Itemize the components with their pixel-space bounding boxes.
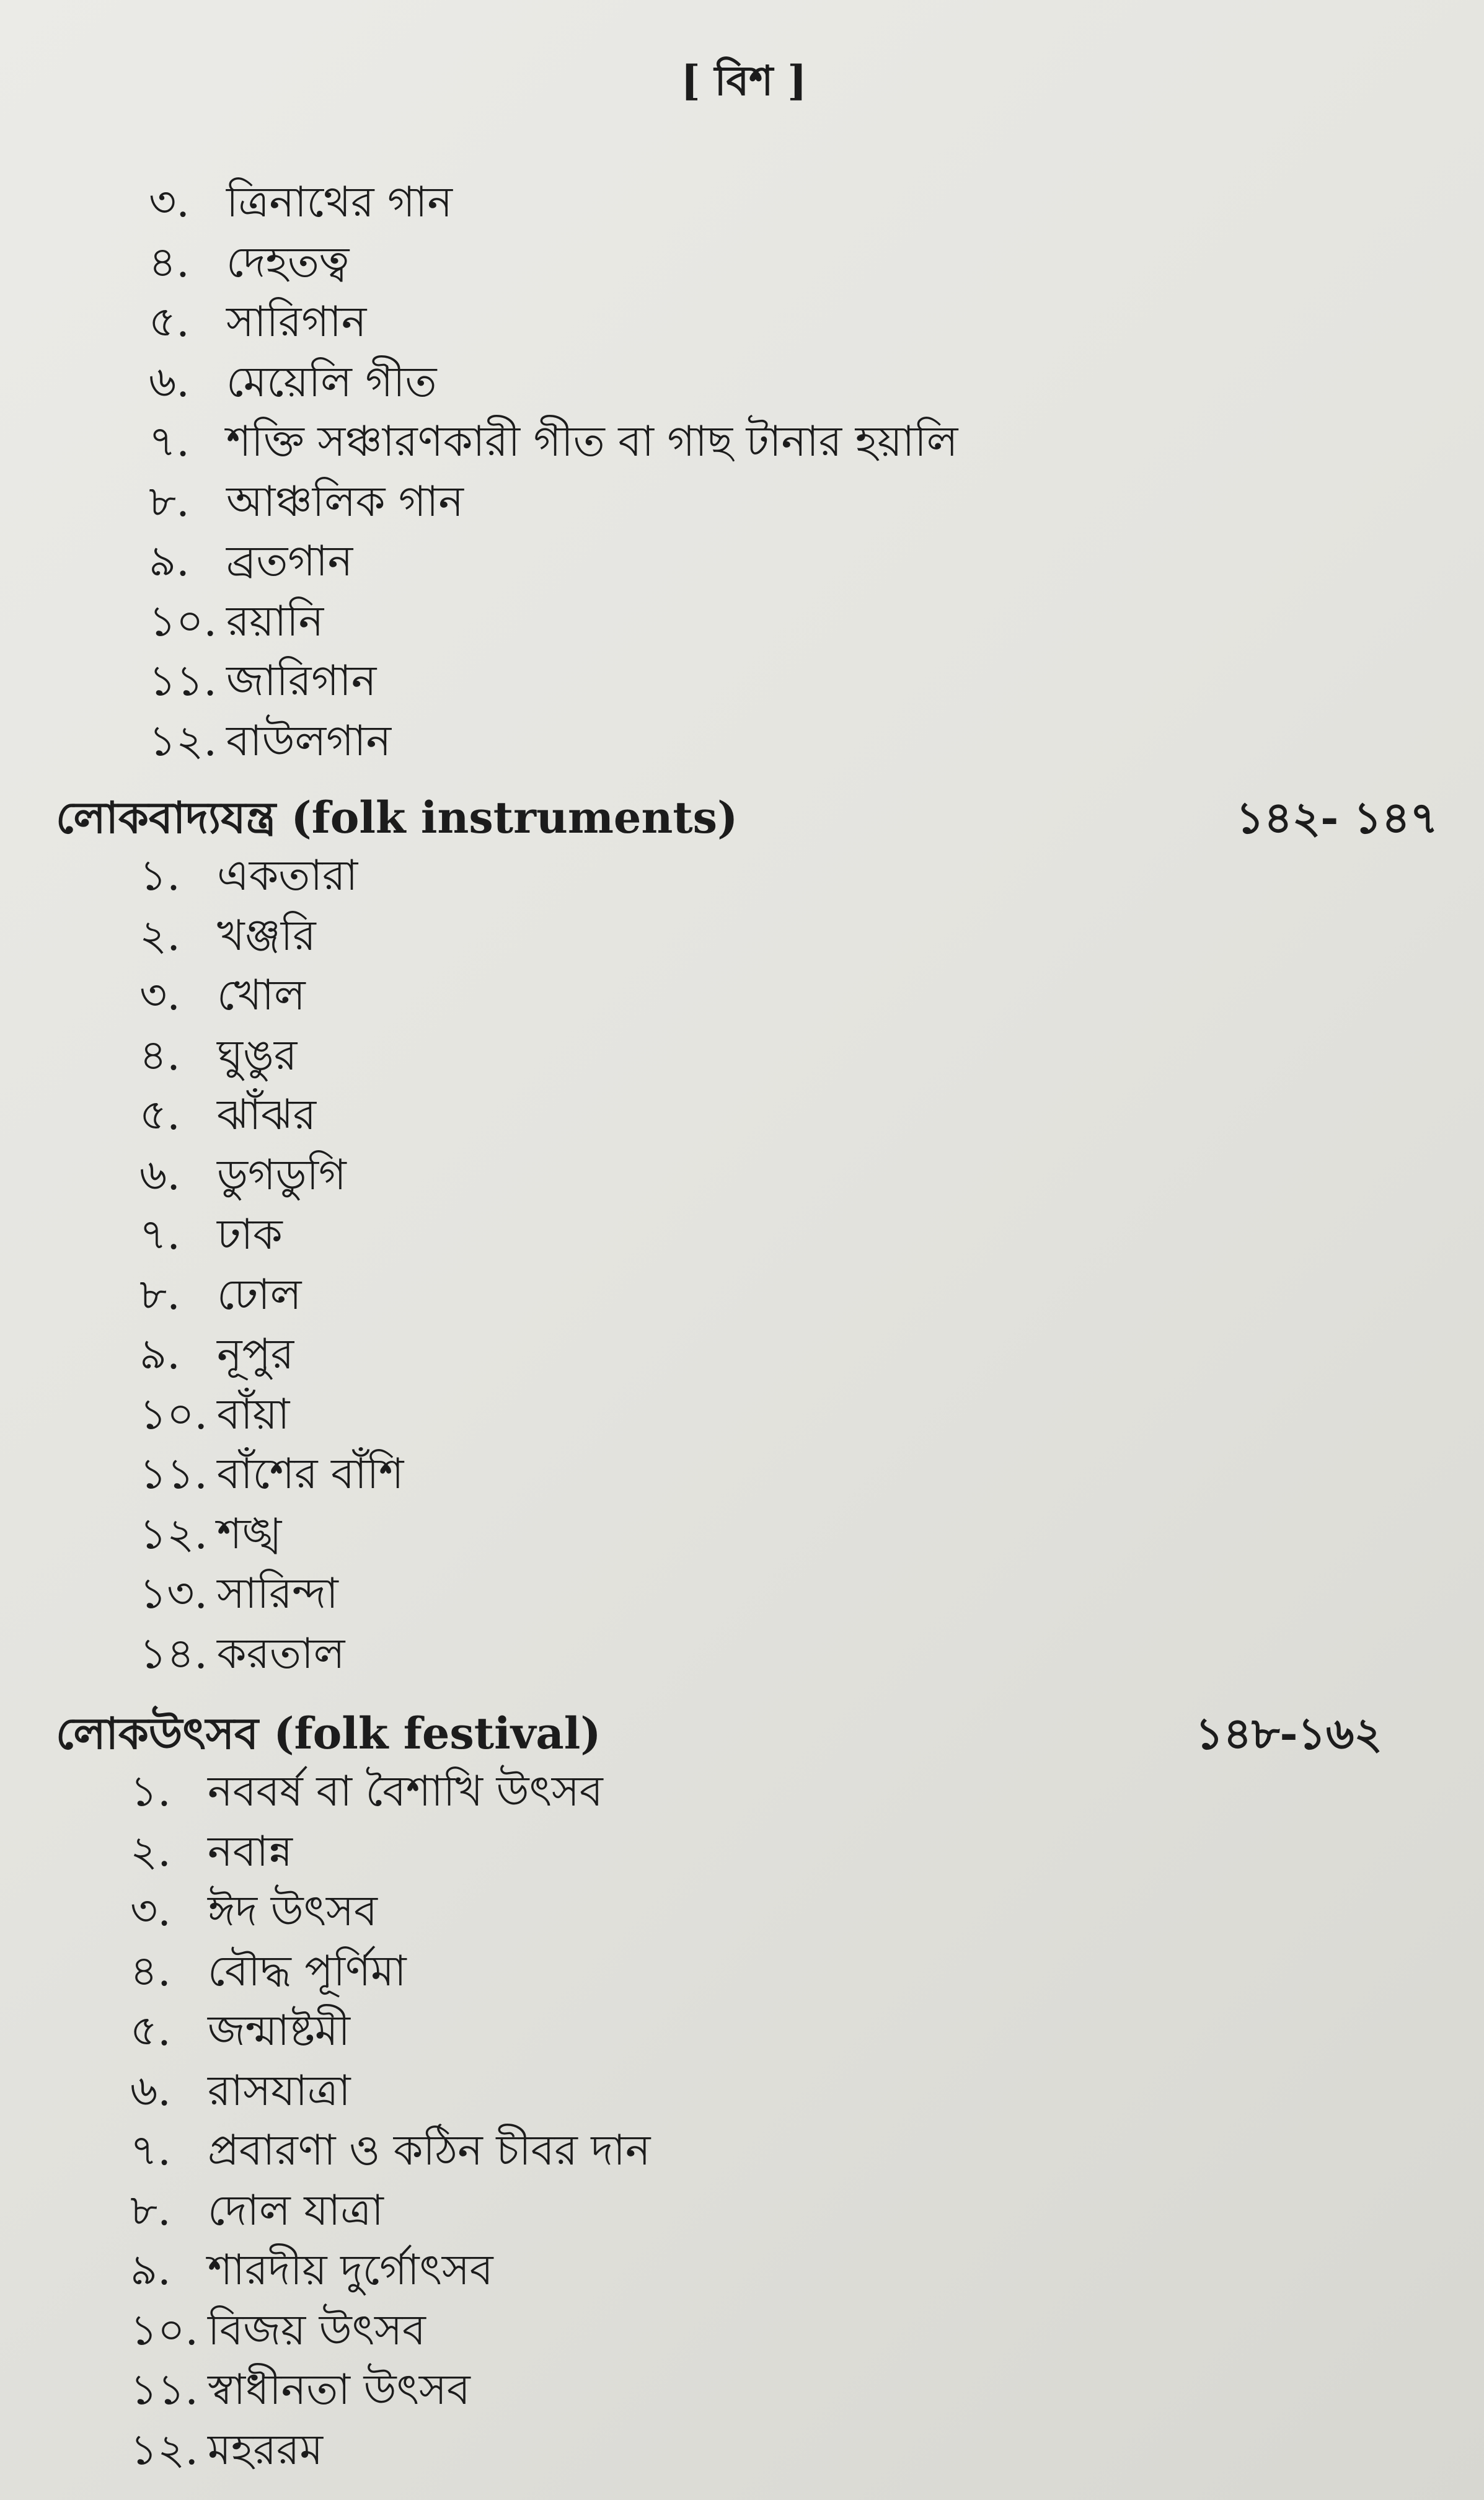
item-text: একতারা	[217, 851, 358, 901]
item-text: নূপুর	[217, 1330, 294, 1380]
item-number: ১১.	[149, 657, 217, 706]
list-item	[149, 534, 958, 594]
list-item	[130, 2422, 650, 2483]
list-item	[149, 594, 958, 654]
item-text: স্বাধীনতা উৎসব	[208, 2365, 470, 2415]
item-text: ঝাঁঝর	[217, 1091, 317, 1140]
list-item	[130, 2362, 650, 2422]
item-number: ১০.	[130, 2305, 198, 2355]
item-text: ঢোল	[217, 1270, 302, 1319]
list-item	[130, 2243, 650, 2303]
item-text: শঙ্খ	[217, 1509, 282, 1559]
item-text: ঢাক	[217, 1210, 283, 1260]
list-item	[139, 1028, 404, 1088]
item-text: বৌদ্ধ পূর্ণিমা	[208, 1946, 407, 1996]
list-item	[130, 1764, 650, 1824]
list-item	[130, 2063, 650, 2124]
item-text: করতাল	[217, 1629, 345, 1678]
list-item	[130, 2183, 650, 2243]
item-number: ৯.	[130, 2246, 171, 2295]
item-number: ১১.	[130, 2365, 198, 2415]
item-number: ১২.	[139, 1509, 208, 1559]
item-number: ৪.	[130, 1946, 171, 1996]
item-text: মেয়েলি গীত	[226, 357, 437, 407]
item-text: বিজয় উৎসব	[208, 2305, 426, 2355]
item-text: জারিগান	[226, 657, 377, 706]
list-item	[139, 1327, 404, 1387]
list-item	[130, 2123, 650, 2183]
list-item	[139, 968, 404, 1028]
list-item	[149, 175, 958, 235]
item-text: ঘুঙুর	[217, 1031, 298, 1080]
item-text: ঈদ উৎসব	[208, 1887, 378, 1936]
list-item	[139, 908, 404, 969]
item-number: ৪.	[139, 1031, 180, 1080]
list-item	[130, 1824, 650, 1884]
list-item	[149, 654, 958, 714]
section-heading-instruments	[56, 789, 1438, 851]
item-number: ১২.	[149, 716, 217, 766]
list-item	[130, 1884, 650, 1944]
list-item	[139, 1207, 404, 1267]
list-item	[149, 295, 958, 355]
item-text: নববর্ষ বা বৈশাখি উৎসব	[208, 1767, 603, 1817]
item-number: ৯.	[149, 537, 190, 587]
section-title: লোকবাদ্যযন্ত্র (folk instruments)	[56, 791, 738, 843]
section-title: লোকউৎসব (folk festival)	[56, 1707, 601, 1759]
item-number: ৭.	[149, 417, 190, 467]
item-text: জন্মাষ্টমী	[208, 2006, 350, 2056]
section-page-range: ১৪৮-১৬২	[1195, 1707, 1382, 1759]
item-number: ২.	[130, 1827, 171, 1876]
item-text: সারিন্দা	[217, 1569, 338, 1619]
list-item	[149, 714, 958, 774]
item-text: রাসযাত্রা	[208, 2066, 351, 2116]
list-item	[149, 355, 958, 415]
item-text: শারদীয় দুর্গোৎসব	[208, 2246, 493, 2295]
item-number: ৬.	[139, 1150, 180, 1200]
item-number: ৩.	[130, 1887, 171, 1936]
item-text: খোল	[217, 971, 306, 1021]
item-number: ১১.	[139, 1450, 208, 1499]
list-item	[139, 1626, 404, 1687]
item-number: ৩.	[139, 971, 180, 1021]
item-text: আঞ্চলিক গান	[226, 477, 464, 526]
item-number: ২.	[139, 911, 180, 960]
list-item	[149, 414, 958, 474]
item-text: নবান্ন	[208, 1827, 293, 1876]
item-number: ১০.	[139, 1390, 208, 1439]
list-item	[139, 1387, 404, 1447]
item-text: প্রবারণা ও কঠিন চীবর দান	[208, 2126, 651, 2176]
item-number: ৪.	[149, 237, 190, 287]
instruments-list	[139, 848, 404, 1686]
list-item	[130, 2303, 650, 2363]
festivals-list	[130, 1764, 650, 2482]
list-item	[139, 848, 404, 908]
item-text: দোল যাত্রা	[208, 2186, 384, 2235]
list-item	[139, 1267, 404, 1328]
list-item	[139, 1566, 404, 1626]
item-text: বাউলগান	[226, 716, 392, 766]
item-number: ৫.	[139, 1091, 180, 1140]
item-number: ৯.	[139, 1330, 180, 1380]
item-number: ১৪.	[139, 1629, 208, 1678]
list-item	[149, 474, 958, 534]
list-item	[130, 1944, 650, 2004]
section-page-range: ১৪২- ১৪৭	[1235, 791, 1438, 843]
list-item	[149, 235, 958, 295]
item-number: ১২.	[130, 2425, 198, 2475]
page-number-header: [ বিশ ]	[681, 56, 807, 105]
item-number: ৭.	[139, 1210, 180, 1260]
item-number: ১৩.	[139, 1569, 208, 1619]
item-text: ডুগডুগি	[217, 1150, 347, 1200]
item-number: ৮.	[149, 477, 190, 526]
item-text: শক্তি সঞ্চারণকারী গীত বা গাছ টানার হয়ালি	[226, 417, 958, 467]
item-number: ৩.	[149, 178, 190, 228]
item-text: বাঁশের বাঁশি	[217, 1450, 404, 1499]
item-text: ব্রতগান	[226, 537, 353, 587]
item-number: ৭.	[130, 2126, 171, 2176]
songs-list	[149, 175, 958, 773]
item-number: ১.	[130, 1767, 171, 1817]
list-item	[139, 1088, 404, 1148]
item-number: ৬.	[130, 2066, 171, 2116]
item-text: রয়ানি	[226, 596, 324, 646]
item-text: বাঁয়া	[217, 1390, 290, 1439]
section-heading-festivals	[56, 1705, 1382, 1767]
item-text: ত্রিনাথের গান	[226, 178, 453, 228]
item-number: ৫.	[149, 298, 190, 347]
item-number: ১০.	[149, 596, 217, 646]
item-text: খঞ্জরি	[217, 911, 316, 960]
list-item	[139, 1447, 404, 1507]
list-item	[139, 1148, 404, 1208]
item-number: ১.	[139, 851, 180, 901]
item-number: ৫.	[130, 2006, 171, 2056]
item-text: দেহতত্ব	[226, 237, 350, 287]
item-number: ৬.	[149, 357, 190, 407]
item-text: মহররম	[208, 2425, 324, 2475]
list-item	[139, 1507, 404, 1567]
list-item	[130, 2003, 650, 2063]
item-number: ৮.	[130, 2186, 171, 2235]
item-number: ৮.	[139, 1270, 180, 1319]
item-text: সারিগান	[226, 298, 367, 347]
